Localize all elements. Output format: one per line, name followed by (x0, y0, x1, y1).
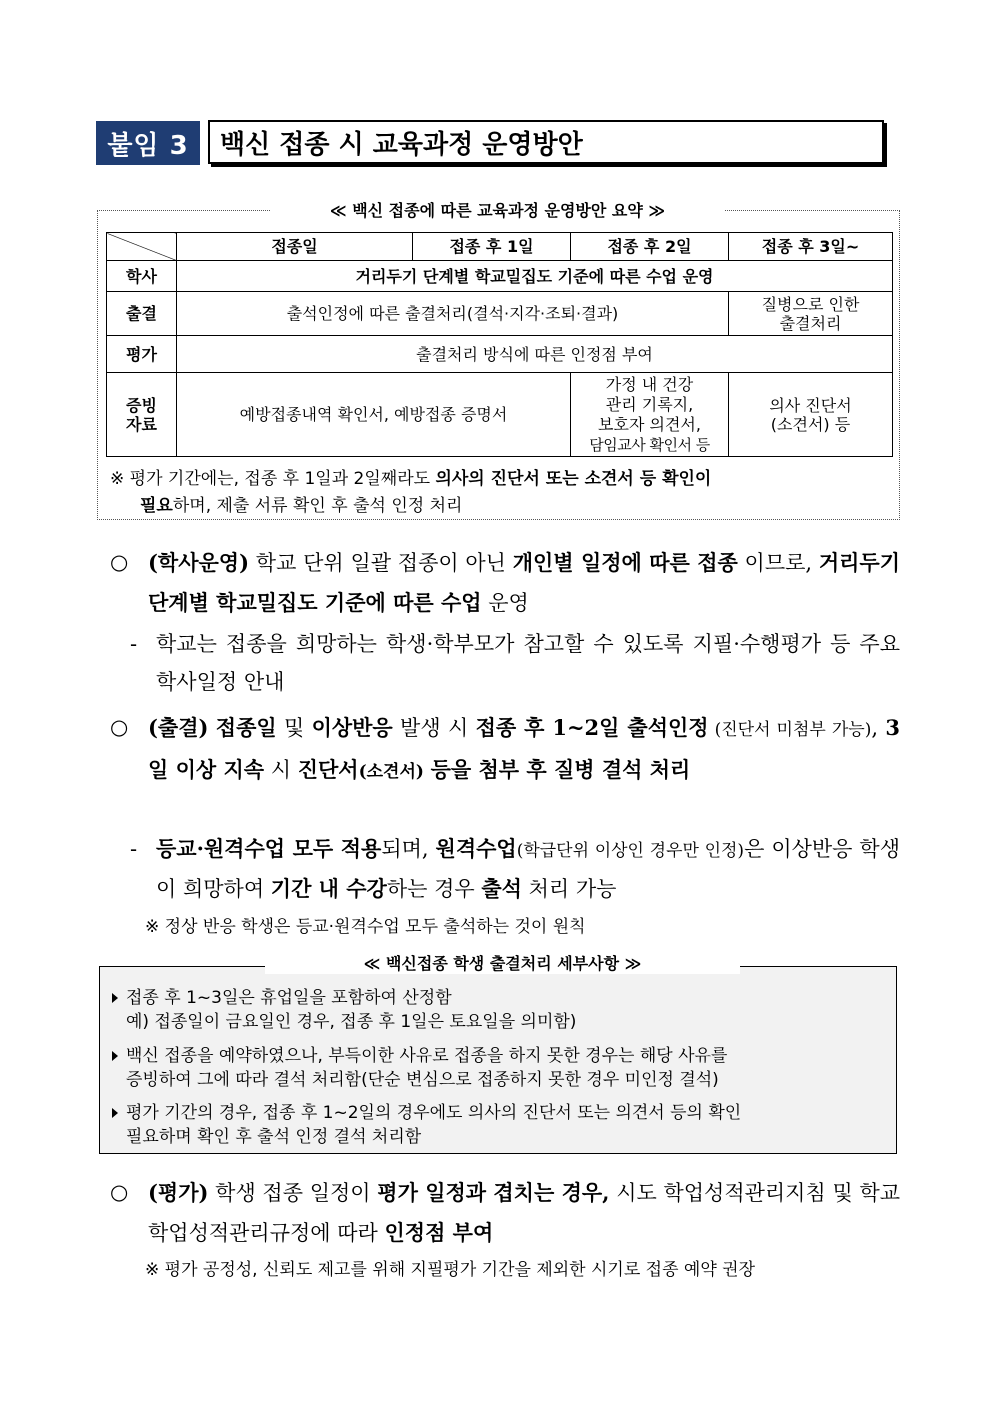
cell-line: 자료 (126, 414, 157, 434)
note-recommend: ※ 평가 공정성, 신뢰도 제고를 위해 지필평가 기간을 제외한 시기로 접종 예약 권장 (145, 1260, 755, 1280)
detail-line: 평가 기간의 경우, 접종 후 1~2일의 경우에도 의사의 진단서 또는 의견서 등의 확인 (126, 1103, 742, 1123)
bullet-heading: (평가) (148, 1180, 209, 1205)
sub-bold: 등교·원격수업 모두 적용 (156, 836, 382, 861)
column-header: 접종 후 2일 (571, 233, 729, 261)
triangle-bullet-icon (112, 1108, 118, 1118)
cell-line: 관리 기록지, (605, 394, 694, 414)
cell-line: 증빙 (126, 395, 157, 415)
table-cell: 거리두기 단계별 학교밀집도 기준에 따른 수업 운영 (177, 261, 893, 292)
summary-title: ≪ 백신 접종에 따른 교육과정 운영방안 요약 ≫ (270, 198, 725, 221)
sub-bold: 원격수업 (435, 836, 517, 861)
bullet-text: , (871, 716, 886, 740)
detail-line: 예) 접종일이 금요일인 경우, 접종 후 1일은 토요일을 의미함) (126, 1012, 577, 1032)
bullet-text: 시 (264, 758, 298, 782)
bullet-text: 시도 학업성적관리지침 및 학교 학업성적관리규정에 따라 (148, 1181, 901, 1245)
detail-item (112, 986, 892, 1034)
sub-text: 처리 가능 (521, 877, 617, 901)
note-bold: 의사의 진단서 또는 소견서 등 확인이 (435, 469, 712, 489)
table-corner (107, 233, 177, 261)
row-label: 출결 (107, 292, 177, 336)
bullet-heading: (출결) (148, 715, 209, 740)
note-text: ※ 평가 기간에는, 접종 후 1일과 2일째라도 (110, 469, 436, 489)
detail-item (112, 1101, 892, 1149)
bullet-bold: 진단서 (297, 757, 359, 782)
bullet-bold: 거리두기 단계별 학교밀집도 기준에 따른 수업 (148, 550, 900, 615)
bullet-text: 학생 접종 일정이 (208, 1181, 378, 1205)
detail-line: 백신 접종을 예약하였으나, 부득이한 사유로 접종을 하지 못한 경우는 해당 사유를 (126, 1046, 728, 1066)
table-cell: 출결처리 방식에 따른 인정점 부여 (177, 336, 893, 373)
bullet-text (424, 758, 431, 782)
sub-bold: 기간 내 수강 (270, 876, 387, 901)
table-cell: 예방접종내역 확인서, 예방접종 증명서 (177, 373, 571, 457)
cell-line: 담임교사 확인서 등 (589, 435, 710, 454)
bullet-mark: ○ (110, 1180, 129, 1204)
detail-line: 증빙하여 그에 따라 결석 처리함(단순 변심으로 접종하지 못한 경우 미인정 결석) (126, 1070, 719, 1090)
note-bold: 필요 (140, 496, 173, 516)
note-text: 하며, 제출 서류 확인 후 출석 인정 처리 (172, 496, 463, 516)
sub-text: 은 이상반응 학생이 희망하여 (156, 837, 900, 901)
cell-line: 가정 내 건강 (605, 374, 694, 394)
row-label: 평가 (107, 336, 177, 373)
column-header: 접종일 (177, 233, 413, 261)
column-header: 접종 후 3일~ (729, 233, 893, 261)
detail-line: 접종 후 1~3일은 휴업일을 포함하여 산정함 (126, 988, 452, 1008)
bullet-text: 운영 (481, 591, 529, 615)
bullet-bold: 등을 첨부 후 질병 결석 처리 (430, 757, 691, 782)
bullet-attendance (110, 708, 900, 792)
bullet-small: (진단서 미첨부 가능) (708, 720, 872, 740)
detail-item (112, 1044, 892, 1092)
attachment-badge: 붙임 3 (96, 121, 200, 165)
bullet-heading: (학사운영) (148, 550, 250, 575)
bullet-text: 이므로, (737, 551, 819, 575)
dash-mark: - (130, 837, 138, 861)
row-label: 학사 (107, 261, 177, 292)
bullet-text: 및 (276, 716, 312, 740)
bullet-bold: 접종 후 1~2일 출석인정 (475, 715, 709, 740)
dash-mark: - (130, 632, 138, 656)
sub-small: (학급단위 이상인 경우만 인정) (516, 841, 745, 861)
summary-table (106, 232, 893, 457)
table-cell (729, 373, 893, 457)
sub-bold: 출석 (481, 876, 522, 901)
column-header: 접종 후 1일 (413, 233, 571, 261)
bullet-evaluation (110, 1173, 900, 1253)
bullet-academic (110, 543, 900, 623)
bullet-bold: 평가 일정과 겹치는 경우, (377, 1180, 610, 1205)
bullet-bold: 3일 이상 지속 (148, 715, 900, 782)
bullet-bold: 이상반응 (311, 715, 393, 740)
bullet-bold: 개인별 일정에 따른 접종 (512, 550, 738, 575)
sub-text: 되며, (381, 837, 436, 861)
bullet-mark: ○ (110, 550, 129, 574)
page-title: 백신 접종 시 교육과정 운영방안 (208, 120, 884, 164)
bullet-text: 발생 시 (392, 716, 476, 740)
detail-title: ≪ 백신접종 학생 출결처리 세부사항 ≫ (265, 951, 740, 974)
table-cell (571, 373, 729, 457)
sub-item-schedule (130, 625, 900, 701)
cell-line: 출결처리 (779, 313, 842, 333)
sub-item-remote (130, 830, 900, 908)
sub-text: 하는 경우 (386, 877, 482, 901)
cell-line: 의사 진단서 (769, 395, 852, 415)
cell-line: 질병으로 인한 (761, 294, 860, 314)
bullet-bold: 인정점 부여 (384, 1220, 494, 1245)
sub-text: 학교는 접종을 희망하는 학생·학부모가 참고할 수 있도록 지필·수행평가 등 주요 학사일정 안내 (156, 632, 900, 694)
row-label (107, 373, 177, 457)
bullet-small: (소견서) (358, 762, 424, 782)
detail-line: 필요하며 확인 후 출석 인정 결석 처리함 (126, 1127, 422, 1147)
cell-line: 보호자 의견서, (598, 414, 701, 434)
bullet-bold: 접종일 (215, 715, 277, 740)
note-normal-reaction: ※ 정상 반응 학생은 등교·원격수업 모두 출석하는 것이 원칙 (145, 917, 586, 937)
bullet-mark: ○ (110, 715, 129, 739)
cell-line: (소견서) 등 (770, 414, 851, 434)
summary-note (110, 466, 895, 520)
table-cell: 출석인정에 따른 출결처리(결석·지각·조퇴·결과) (177, 292, 729, 336)
triangle-bullet-icon (112, 1051, 118, 1061)
triangle-bullet-icon (112, 993, 118, 1003)
bullet-text: 학교 단위 일괄 접종이 아닌 (249, 551, 513, 575)
table-cell (729, 292, 893, 336)
